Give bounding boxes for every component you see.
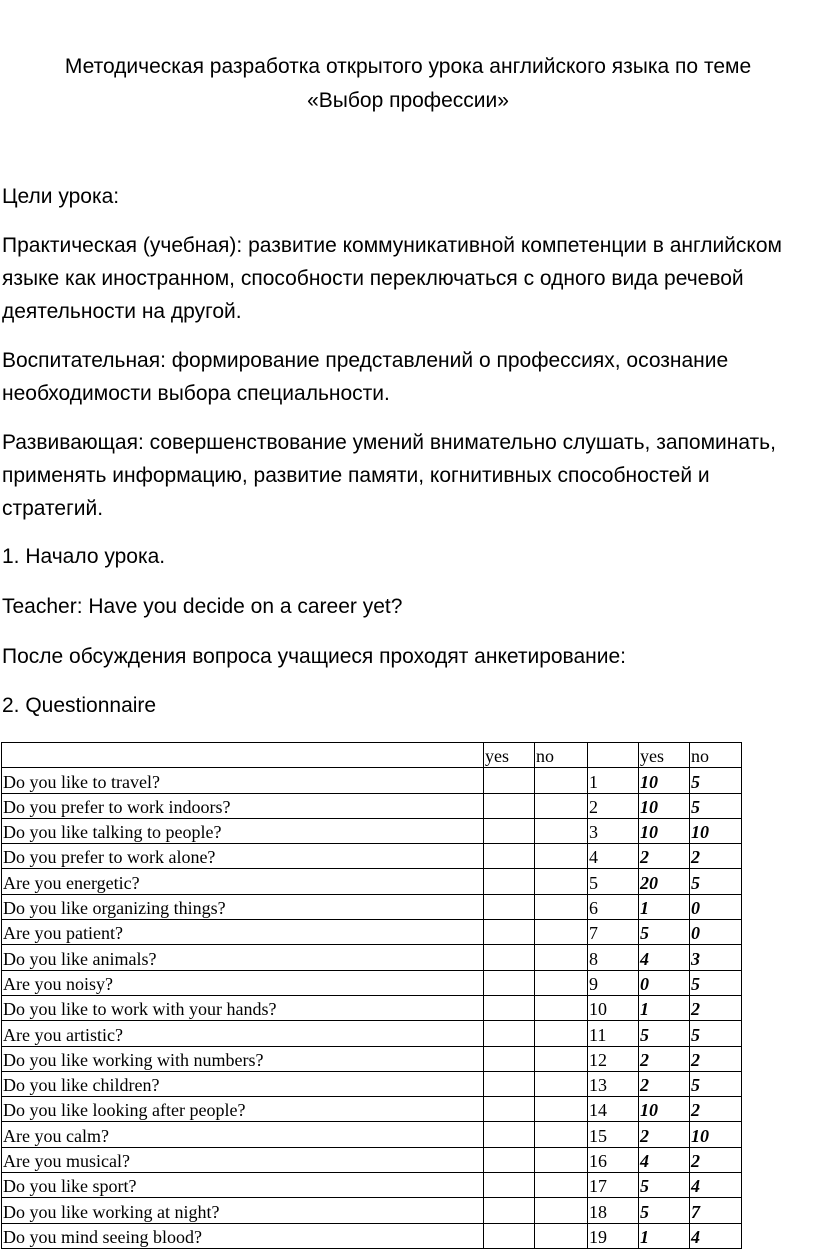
question-number-cell: 12 [588, 1046, 639, 1071]
question-cell: Do you prefer to work indoors? [2, 793, 484, 818]
yes-answer-cell [484, 1147, 535, 1172]
question-number-cell: 4 [588, 844, 639, 869]
no-score-cell: 5 [690, 1071, 742, 1096]
yes-answer-cell [484, 1097, 535, 1122]
yes-answer-cell [484, 1046, 535, 1071]
question-number-cell: 5 [588, 869, 639, 894]
no-score-cell: 4 [690, 1223, 742, 1248]
no-answer-cell [535, 818, 588, 843]
goal-educational: Воспитательная: формирование представлений о профессиях, осознание необходимости выбора специальности. [2, 349, 729, 405]
table-row [2, 793, 742, 818]
no-answer-cell [535, 1122, 588, 1147]
yes-score-cell: 5 [639, 1198, 690, 1223]
yes-score-cell: 2 [639, 1122, 690, 1147]
goal-practical: Практическая (учебная): развитие коммуникативной компетенции в английском языке как иностранном, способности переключаться с одного вида речевой деятельности на другой. [2, 234, 782, 323]
yes-answer-cell [484, 1071, 535, 1096]
yes-score-cell: 10 [639, 1097, 690, 1122]
table-row [2, 1097, 742, 1122]
yes-answer-cell [484, 1122, 535, 1147]
yes-answer-cell [484, 1021, 535, 1046]
table-row [2, 869, 742, 894]
yes-answer-cell [484, 995, 535, 1020]
yes-answer-cell [484, 920, 535, 945]
header-yes-score: yes [639, 743, 690, 768]
title-line-1: Методическая разработка открытого урока английского языка по теме [64, 55, 752, 78]
question-cell: Are you musical? [2, 1147, 484, 1172]
question-cell: Do you like children? [2, 1071, 484, 1096]
question-number-cell: 3 [588, 818, 639, 843]
no-answer-cell [535, 1147, 588, 1172]
no-score-cell: 5 [690, 1021, 742, 1046]
yes-score-cell: 2 [639, 1071, 690, 1096]
no-answer-cell [535, 920, 588, 945]
questionnaire-body [2, 743, 742, 1249]
table-row [2, 894, 742, 919]
yes-answer-cell [484, 970, 535, 995]
no-score-cell: 2 [690, 1046, 742, 1071]
no-score-cell: 0 [690, 920, 742, 945]
no-answer-cell [535, 793, 588, 818]
no-score-cell: 0 [690, 894, 742, 919]
no-score-cell: 3 [690, 945, 742, 970]
no-answer-cell [535, 970, 588, 995]
header-number [588, 743, 639, 768]
table-row [2, 1046, 742, 1071]
table-row [2, 1198, 742, 1223]
no-answer-cell [535, 1021, 588, 1046]
header-question [2, 743, 484, 768]
question-cell: Do you like looking after people? [2, 1097, 484, 1122]
yes-score-cell: 2 [639, 1046, 690, 1071]
no-score-cell: 5 [690, 869, 742, 894]
no-answer-cell [535, 869, 588, 894]
no-answer-cell [535, 1198, 588, 1223]
no-answer-cell [535, 995, 588, 1020]
no-score-cell: 2 [690, 1147, 742, 1172]
yes-score-cell: 20 [639, 869, 690, 894]
question-number-cell: 14 [588, 1097, 639, 1122]
question-number-cell: 18 [588, 1198, 639, 1223]
question-number-cell: 1 [588, 768, 639, 793]
yes-score-cell: 10 [639, 768, 690, 793]
question-number-cell: 15 [588, 1122, 639, 1147]
table-row [2, 844, 742, 869]
question-cell: Are you noisy? [2, 970, 484, 995]
yes-score-cell: 10 [639, 818, 690, 843]
question-cell: Are you calm? [2, 1122, 484, 1147]
table-row [2, 945, 742, 970]
no-score-cell: 4 [690, 1173, 742, 1198]
no-answer-cell [535, 1097, 588, 1122]
table-row [2, 1173, 742, 1198]
yes-score-cell: 2 [639, 844, 690, 869]
yes-answer-cell [484, 1198, 535, 1223]
yes-score-cell: 5 [639, 920, 690, 945]
yes-score-cell: 1 [639, 1223, 690, 1248]
yes-answer-cell [484, 844, 535, 869]
no-score-cell: 2 [690, 1097, 742, 1122]
no-answer-cell [535, 1071, 588, 1096]
teacher-question: Teacher: Have you decide on a career yet? [2, 595, 403, 618]
no-score-cell: 5 [690, 793, 742, 818]
yes-answer-cell [484, 1173, 535, 1198]
no-answer-cell [535, 1223, 588, 1248]
no-answer-cell [535, 844, 588, 869]
question-cell: Do you like sport? [2, 1173, 484, 1198]
question-number-cell: 19 [588, 1223, 639, 1248]
document-title [0, 50, 816, 118]
header-no-score: no [690, 743, 742, 768]
goals-heading: Цели урока: [2, 185, 120, 208]
question-number-cell: 6 [588, 894, 639, 919]
table-row [2, 1147, 742, 1172]
header-yes: yes [484, 743, 535, 768]
yes-answer-cell [484, 818, 535, 843]
no-score-cell: 5 [690, 970, 742, 995]
yes-answer-cell [484, 894, 535, 919]
goal-developing: Развивающая: совершенствование умений внимательно слушать, запоминать, применять информацию, развитие памяти, когнитивных способностей и стратегий. [2, 431, 776, 520]
question-cell: Do you mind seeing blood? [2, 1223, 484, 1248]
yes-answer-cell [484, 768, 535, 793]
table-row [2, 768, 742, 793]
no-answer-cell [535, 1046, 588, 1071]
question-number-cell: 16 [588, 1147, 639, 1172]
question-cell: Do you prefer to work alone? [2, 844, 484, 869]
question-cell: Are you artistic? [2, 1021, 484, 1046]
yes-answer-cell [484, 869, 535, 894]
question-number-cell: 11 [588, 1021, 639, 1046]
yes-score-cell: 0 [639, 970, 690, 995]
step-2-heading: 2. Questionnaire [2, 694, 157, 717]
no-score-cell: 7 [690, 1198, 742, 1223]
question-number-cell: 2 [588, 793, 639, 818]
question-cell: Do you like talking to people? [2, 818, 484, 843]
step-1-heading: 1. Начало урока. [2, 545, 166, 568]
yes-score-cell: 4 [639, 1147, 690, 1172]
table-row [2, 920, 742, 945]
no-answer-cell [535, 894, 588, 919]
table-row [2, 1071, 742, 1096]
table-header-row [2, 743, 742, 768]
no-score-cell: 10 [690, 1122, 742, 1147]
after-discussion-text: После обсуждения вопроса учащиеся проходят анкетирование: [2, 645, 627, 668]
title-line-2: «Выбор профессии» [307, 89, 509, 112]
header-no: no [535, 743, 588, 768]
yes-answer-cell [484, 793, 535, 818]
no-score-cell: 2 [690, 844, 742, 869]
yes-answer-cell [484, 1223, 535, 1248]
yes-answer-cell [484, 945, 535, 970]
no-score-cell: 10 [690, 818, 742, 843]
table-row [2, 970, 742, 995]
table-row [2, 1021, 742, 1046]
no-answer-cell [535, 1173, 588, 1198]
no-answer-cell [535, 768, 588, 793]
question-cell: Do you like organizing things? [2, 894, 484, 919]
question-cell: Do you like to work with your hands? [2, 995, 484, 1020]
question-number-cell: 7 [588, 920, 639, 945]
question-cell: Do you like working at night? [2, 1198, 484, 1223]
no-score-cell: 2 [690, 995, 742, 1020]
question-cell: Are you energetic? [2, 869, 484, 894]
question-number-cell: 9 [588, 970, 639, 995]
question-number-cell: 13 [588, 1071, 639, 1096]
yes-score-cell: 1 [639, 894, 690, 919]
yes-score-cell: 4 [639, 945, 690, 970]
table-row [2, 1223, 742, 1248]
table-row [2, 995, 742, 1020]
question-cell: Are you patient? [2, 920, 484, 945]
question-number-cell: 10 [588, 995, 639, 1020]
question-cell: Do you like working with numbers? [2, 1046, 484, 1071]
question-number-cell: 8 [588, 945, 639, 970]
yes-score-cell: 5 [639, 1173, 690, 1198]
question-number-cell: 17 [588, 1173, 639, 1198]
table-row [2, 818, 742, 843]
no-answer-cell [535, 945, 588, 970]
question-cell: Do you like animals? [2, 945, 484, 970]
questionnaire-table [1, 742, 742, 1249]
table-row [2, 1122, 742, 1147]
yes-score-cell: 10 [639, 793, 690, 818]
yes-score-cell: 5 [639, 1021, 690, 1046]
no-score-cell: 5 [690, 768, 742, 793]
yes-score-cell: 1 [639, 995, 690, 1020]
question-cell: Do you like to travel? [2, 768, 484, 793]
